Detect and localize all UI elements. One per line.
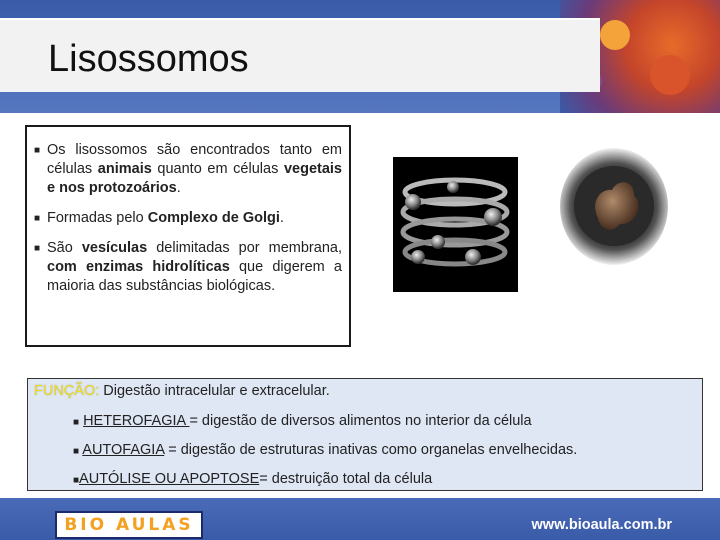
item-term: HETEROFAGIA — [83, 413, 190, 429]
function-box — [27, 378, 703, 491]
function-label: FUNÇÃO: — [34, 383, 100, 399]
lysosome-illustration — [560, 148, 668, 265]
item-term: AUTOFAGIA — [82, 442, 165, 458]
page-title: Lisossomos — [48, 38, 249, 80]
bullet-bold: animais — [97, 161, 152, 177]
item-term: AUTÓLISE OU APOPTOSE — [79, 471, 260, 487]
function-text: Digestão intracelular e extracelular. — [99, 383, 330, 399]
bullet-bold: com enzimas hidrolíticas — [47, 259, 230, 275]
list-item: ■ HETEROFAGIA = digestão de diversos alimentos no interior da célula — [73, 413, 532, 429]
logo-text: BIO AULAS — [64, 515, 194, 535]
bullet-text: quanto em células — [151, 161, 284, 177]
bullet-marker: ■ — [34, 243, 41, 254]
bullet-1 — [34, 141, 342, 198]
golgi-illustration — [393, 157, 518, 292]
bullet-text: delimitadas por membrana, — [147, 240, 342, 256]
bullet-bold: vesículas — [81, 240, 148, 256]
list-item: ■ AUTOFAGIA = digestão de estruturas inativas como organelas envelhecidas. — [73, 442, 578, 458]
bullet-text: São — [47, 240, 82, 256]
bullet-marker: ■ — [34, 145, 41, 156]
bullet-2 — [34, 209, 342, 228]
bioaulas-logo[interactable] — [55, 511, 203, 539]
bullet-text: Os lisossomos são encontrados tanto em células — [47, 142, 342, 177]
bullet-bold: Complexo de Golgi — [147, 210, 280, 226]
bullet-bold: vegetais e nos protozoários — [47, 161, 342, 196]
info-box — [25, 125, 351, 347]
item-desc: = digestão de estruturas inativas como organelas envelhecidas. — [164, 442, 578, 458]
bullet-text: Formadas pelo — [47, 210, 148, 226]
function-heading — [34, 383, 330, 399]
bullet-text: que digerem a maioria das substâncias biológicas. — [47, 259, 342, 294]
bullet-marker: ■ — [34, 213, 41, 224]
item-desc: = digestão de diversos alimentos no interior da célula — [189, 413, 532, 429]
list-item: ■AUTÓLISE OU APOPTOSE= destruição total da célula — [73, 471, 433, 487]
site-url[interactable]: www.bioaula.com.br — [531, 517, 672, 533]
bullet-text: . — [176, 180, 181, 196]
item-desc: = destruição total da célula — [259, 471, 433, 487]
bullet-text: . — [279, 210, 284, 226]
bullet-3 — [34, 239, 342, 296]
